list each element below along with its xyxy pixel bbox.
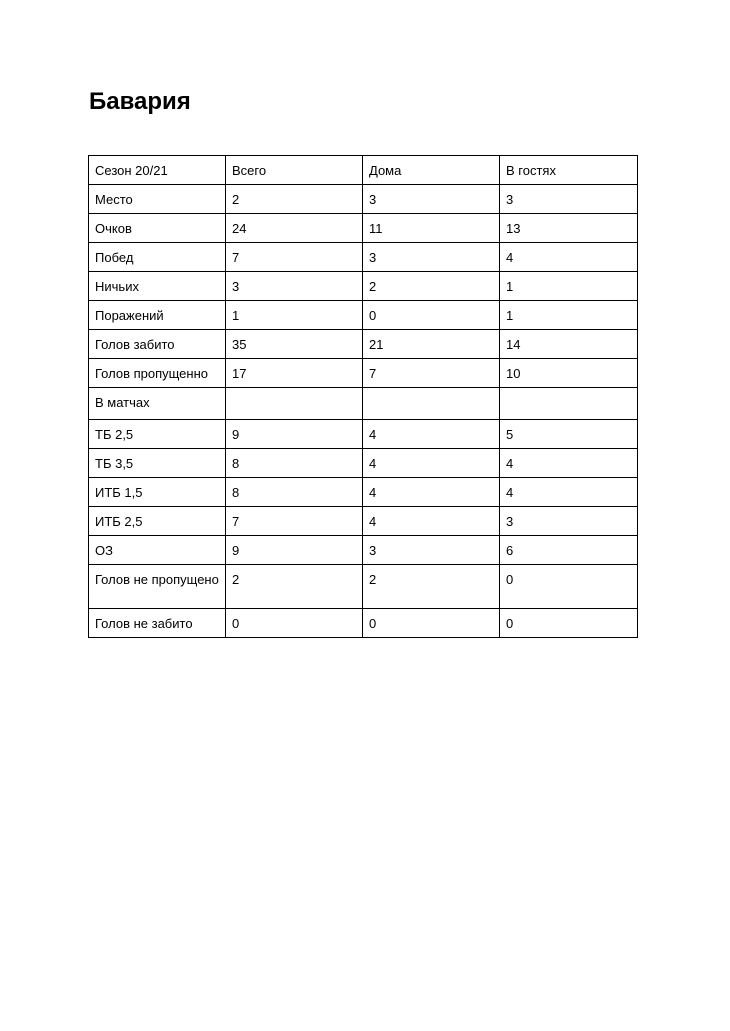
value-cell-away: 13: [500, 214, 638, 243]
value-cell-away: 3: [500, 507, 638, 536]
header-cell-total: Всего: [226, 156, 363, 185]
table-row: [89, 301, 638, 330]
row-label-cell: Голов забито: [89, 330, 226, 359]
table-header-row: [89, 156, 638, 185]
row-label-cell: Голов пропущенно: [89, 359, 226, 388]
value-cell-total: 1: [226, 301, 363, 330]
value-cell-home: 4: [363, 420, 500, 449]
value-cell-home: 3: [363, 185, 500, 214]
value-cell-total: 2: [226, 185, 363, 214]
row-label-cell: Голов не пропущено: [89, 565, 226, 609]
value-cell-home: 0: [363, 301, 500, 330]
table-row: [89, 359, 638, 388]
row-label-cell: Очков: [89, 214, 226, 243]
value-cell-total: 7: [226, 507, 363, 536]
value-cell-away: 1: [500, 272, 638, 301]
value-cell-away: 0: [500, 565, 638, 609]
value-cell-away: 4: [500, 478, 638, 507]
table-row: [89, 449, 638, 478]
value-cell-home: 4: [363, 507, 500, 536]
table-row: [89, 536, 638, 565]
value-cell-home: 2: [363, 272, 500, 301]
row-label-cell: ТБ 2,5: [89, 420, 226, 449]
table-row: [89, 243, 638, 272]
header-cell-home: Дома: [363, 156, 500, 185]
value-cell-home: 7: [363, 359, 500, 388]
value-cell-home: 4: [363, 478, 500, 507]
table-row: [89, 214, 638, 243]
page-title: Бавария: [89, 88, 191, 115]
table-row: [89, 272, 638, 301]
value-cell-total: 17: [226, 359, 363, 388]
value-cell-away: 3: [500, 185, 638, 214]
table-row: [89, 330, 638, 359]
table-row: [89, 185, 638, 214]
value-cell-total: 7: [226, 243, 363, 272]
value-cell-total: 0: [226, 609, 363, 638]
value-cell-total: 2: [226, 565, 363, 609]
value-cell-total: 35: [226, 330, 363, 359]
value-cell-away: 0: [500, 609, 638, 638]
value-cell-away: 5: [500, 420, 638, 449]
section-label-cell: В матчах: [89, 388, 226, 420]
value-cell-home: 4: [363, 449, 500, 478]
value-cell-away: 4: [500, 449, 638, 478]
stats-table: [88, 155, 638, 638]
table-row: [89, 420, 638, 449]
table-row: [89, 609, 638, 638]
value-cell-away: 1: [500, 301, 638, 330]
row-label-cell: ИТБ 2,5: [89, 507, 226, 536]
value-cell-total: 24: [226, 214, 363, 243]
header-cell-away: В гостях: [500, 156, 638, 185]
value-cell-away: 6: [500, 536, 638, 565]
header-cell-season: Сезон 20/21: [89, 156, 226, 185]
value-cell-away: 4: [500, 243, 638, 272]
row-label-cell: Поражений: [89, 301, 226, 330]
value-cell-total: [226, 388, 363, 420]
table-row: [89, 478, 638, 507]
value-cell-total: 3: [226, 272, 363, 301]
value-cell-away: 10: [500, 359, 638, 388]
value-cell-total: 8: [226, 449, 363, 478]
value-cell-home: 3: [363, 243, 500, 272]
row-label-cell: Место: [89, 185, 226, 214]
value-cell-home: 3: [363, 536, 500, 565]
value-cell-total: 8: [226, 478, 363, 507]
row-label-cell: ИТБ 1,5: [89, 478, 226, 507]
value-cell-home: 2: [363, 565, 500, 609]
value-cell-home: [363, 388, 500, 420]
value-cell-total: 9: [226, 536, 363, 565]
value-cell-home: 11: [363, 214, 500, 243]
table-section-row: [89, 388, 638, 420]
value-cell-home: 21: [363, 330, 500, 359]
value-cell-home: 0: [363, 609, 500, 638]
value-cell-away: 14: [500, 330, 638, 359]
row-label-cell: Голов не забито: [89, 609, 226, 638]
table-row: [89, 507, 638, 536]
value-cell-total: 9: [226, 420, 363, 449]
row-label-cell: Побед: [89, 243, 226, 272]
row-label-cell: ОЗ: [89, 536, 226, 565]
table-row: [89, 565, 638, 609]
value-cell-away: [500, 388, 638, 420]
row-label-cell: ТБ 3,5: [89, 449, 226, 478]
row-label-cell: Ничьих: [89, 272, 226, 301]
